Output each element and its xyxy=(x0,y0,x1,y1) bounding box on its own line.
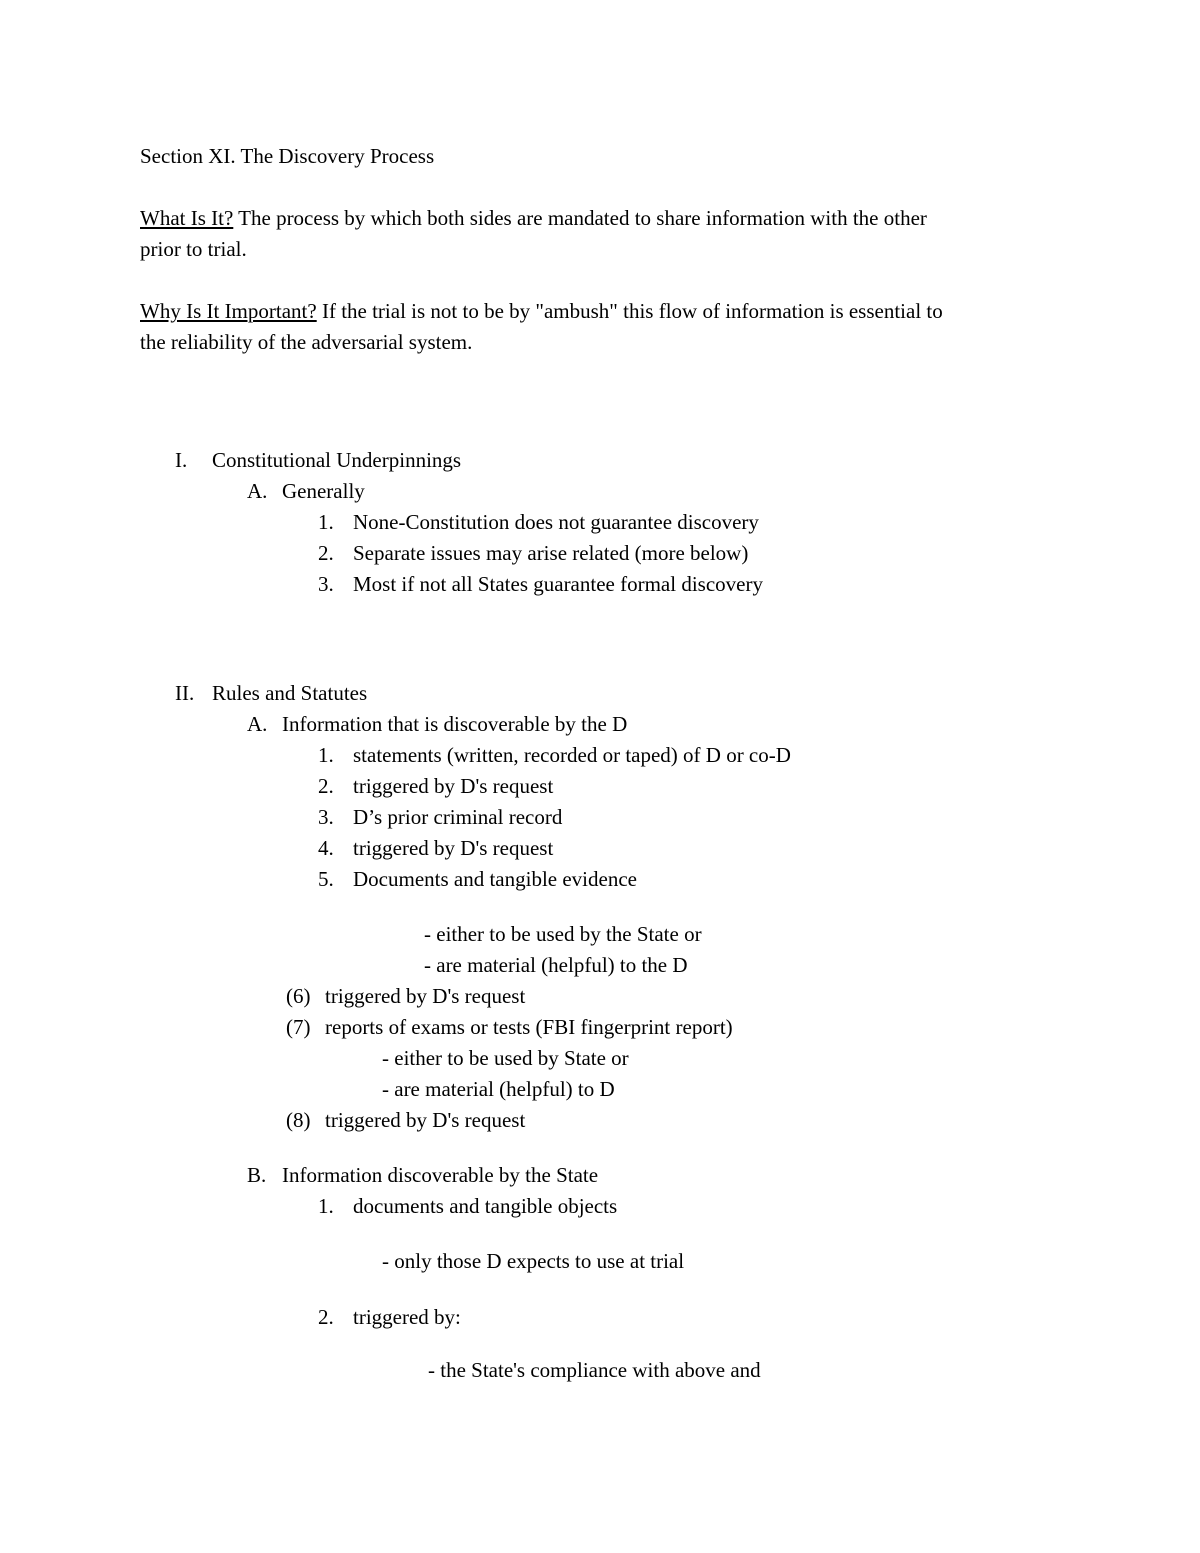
sub-item: - are material (helpful) to D xyxy=(382,1077,615,1101)
list-item: documents and tangible objects xyxy=(353,1194,618,1218)
outline-subheading-discoverable-by-state: Information discoverable by the State xyxy=(282,1163,599,1187)
list-item-num: (6) xyxy=(286,984,311,1008)
what-is-it-label: What Is It? xyxy=(140,206,234,230)
sub-item: - either to be used by State or xyxy=(382,1046,629,1070)
list-item-num: (8) xyxy=(286,1108,311,1132)
outline-num-II: II. xyxy=(175,681,195,705)
list-item: Most if not all States guarantee formal discovery xyxy=(353,572,763,596)
why-important-paragraph xyxy=(140,299,943,323)
what-is-it-text: The process by which both sides are mandated to share information with the other xyxy=(233,206,927,230)
list-item-num: 2. xyxy=(318,1305,334,1329)
list-item-num: 3. xyxy=(318,805,334,829)
list-item: triggered by D's request xyxy=(353,774,554,798)
what-is-it-text-cont: prior to trial. xyxy=(140,237,247,261)
why-important-text-cont: the reliability of the adversarial system. xyxy=(140,330,473,354)
sub-item: - are material (helpful) to the D xyxy=(424,953,688,977)
sub-item: - the State's compliance with above and xyxy=(428,1358,761,1382)
list-item: None-Constitution does not guarantee discovery xyxy=(353,510,759,534)
list-item: reports of exams or tests (FBI fingerprint report) xyxy=(325,1015,733,1039)
list-item-num: 1. xyxy=(318,510,334,534)
list-item-num: 5. xyxy=(318,867,334,891)
list-item: triggered by D's request xyxy=(325,984,526,1008)
outline-num-IIA: A. xyxy=(247,712,268,736)
what-is-it-paragraph xyxy=(140,206,927,230)
why-important-label: Why Is It Important? xyxy=(140,299,317,323)
outline-heading-constitutional: Constitutional Underpinnings xyxy=(212,448,462,472)
list-item: Separate issues may arise related (more below) xyxy=(353,541,749,565)
page-title: Section XI. The Discovery Process xyxy=(140,144,435,168)
sub-item: - only those D expects to use at trial xyxy=(382,1249,685,1273)
list-item: Documents and tangible evidence xyxy=(353,867,637,891)
outline-num-IIB: B. xyxy=(247,1163,267,1187)
list-item: statements (written, recorded or taped) of D or co-D xyxy=(353,743,791,767)
sub-item: - either to be used by the State or xyxy=(424,922,702,946)
outline-num-IA: A. xyxy=(247,479,268,503)
list-item-num: 2. xyxy=(318,774,334,798)
outline-subheading-discoverable-by-d: Information that is discoverable by the D xyxy=(282,712,628,736)
list-item-num: 3. xyxy=(318,572,334,596)
list-item-num: 1. xyxy=(318,1194,334,1218)
list-item: triggered by: xyxy=(353,1305,461,1329)
list-item-num: 2. xyxy=(318,541,334,565)
list-item-num: (7) xyxy=(286,1015,311,1039)
list-item: triggered by D's request xyxy=(353,836,554,860)
outline-subheading-generally: Generally xyxy=(282,479,365,503)
list-item: D’s prior criminal record xyxy=(353,805,563,829)
outline-num-I: I. xyxy=(175,448,188,472)
list-item: triggered by D's request xyxy=(325,1108,526,1132)
list-item-num: 1. xyxy=(318,743,334,767)
list-item-num: 4. xyxy=(318,836,334,860)
outline-heading-rules-statutes: Rules and Statutes xyxy=(212,681,368,705)
why-important-text: If the trial is not to be by "ambush" this flow of information is essential to xyxy=(316,299,943,323)
